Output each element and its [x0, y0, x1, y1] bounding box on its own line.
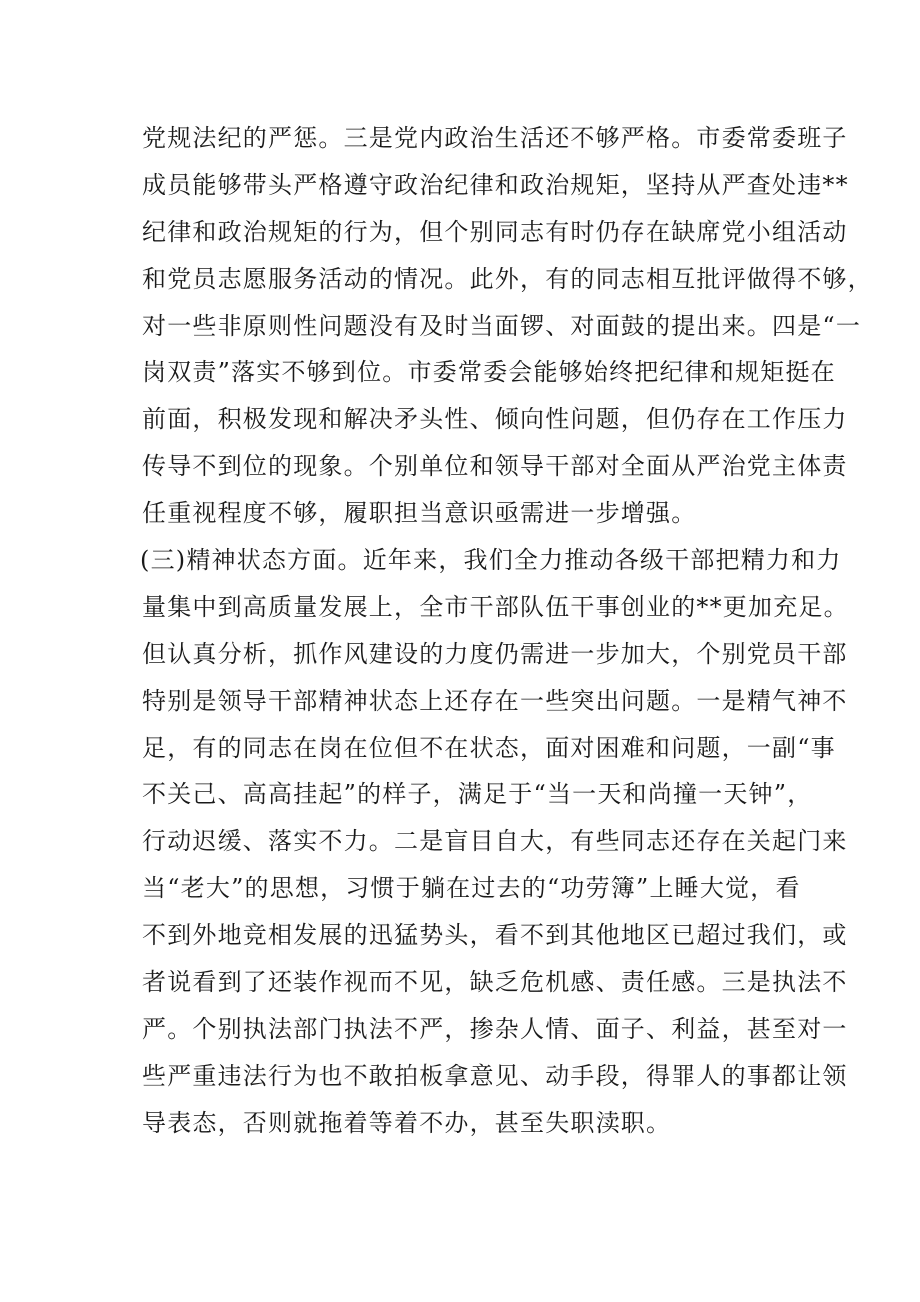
- text-line: 纪律和政治规矩的行为，但个别同志有时仍存在缺席党小组活动: [142, 217, 848, 246]
- text-line: 党规法纪的严惩。三是党内政治生活还不够严格。市委常委班子: [142, 124, 848, 152]
- text-line: 特别是领导干部精神状态上还存在一些突出问题。一是精气神不: [142, 686, 848, 715]
- text-line: 量集中到高质量发展上，全市干部队伍干事创业的**更加充足。: [142, 592, 849, 621]
- text-line: 者说看到了还装作视而不见，缺乏危机感、责任感。三是执法不: [142, 968, 848, 997]
- text-line: 不到外地竞相发展的迅猛势头，看不到其他地区已超过我们，或: [142, 921, 848, 950]
- text-line: 任重视程度不够，履职担当意识亟需进一步增强。: [142, 499, 697, 528]
- text-line: 岗双责”落实不够到位。市委常委会能够始终把纪律和规矩挺在: [142, 358, 836, 387]
- text-line: 些严重违法行为也不敢拍板拿意见、动手段，得罪人的事都让领: [142, 1061, 848, 1090]
- text-line: 前面，积极发现和解决矛头性、倾向性问题，但仍存在工作压力: [142, 405, 848, 434]
- body-text: [140, 115, 873, 1147]
- text-line: 行动迟缓、落实不力。二是盲目自大，有些同志还存在关起门来: [142, 827, 848, 856]
- text-line: 和党员志愿服务活动的情况。此外，有的同志相互批评做得不够，: [142, 264, 873, 293]
- text-line: 当“老大”的思想，习惯于躺在过去的“功劳簿”上睡大觉，看: [142, 874, 801, 903]
- text-line: 足，有的同志在岗在位但不在状态，面对困难和问题，一副“事: [142, 733, 836, 762]
- text-line: 但认真分析，抓作风建设的力度仍需进一步加大，个别党员干部: [142, 639, 848, 668]
- text-line: 导表态，否则就拖着等着不办，甚至失职渎职。: [142, 1108, 672, 1137]
- section-heading-line: (三)精神状态方面。近年来，我们全力推动各级干部把精力和力: [140, 546, 842, 575]
- text-line: 成员能够带头严格遵守政治纪律和政治规矩，坚持从严查处违**: [142, 170, 849, 199]
- text-line: 对一些非原则性问题没有及时当面锣、对面鼓的提出来。四是“一: [142, 311, 862, 340]
- text-line: 传导不到位的现象。个别单位和领导干部对全面从严治党主体责: [142, 452, 848, 481]
- text-line: 不关己、高高挂起”的样子，满足于“当一天和尚撞一天钟”，: [142, 780, 813, 809]
- text-line: 严。个别执法部门执法不严，掺杂人情、面子、利益，甚至对一: [142, 1014, 848, 1043]
